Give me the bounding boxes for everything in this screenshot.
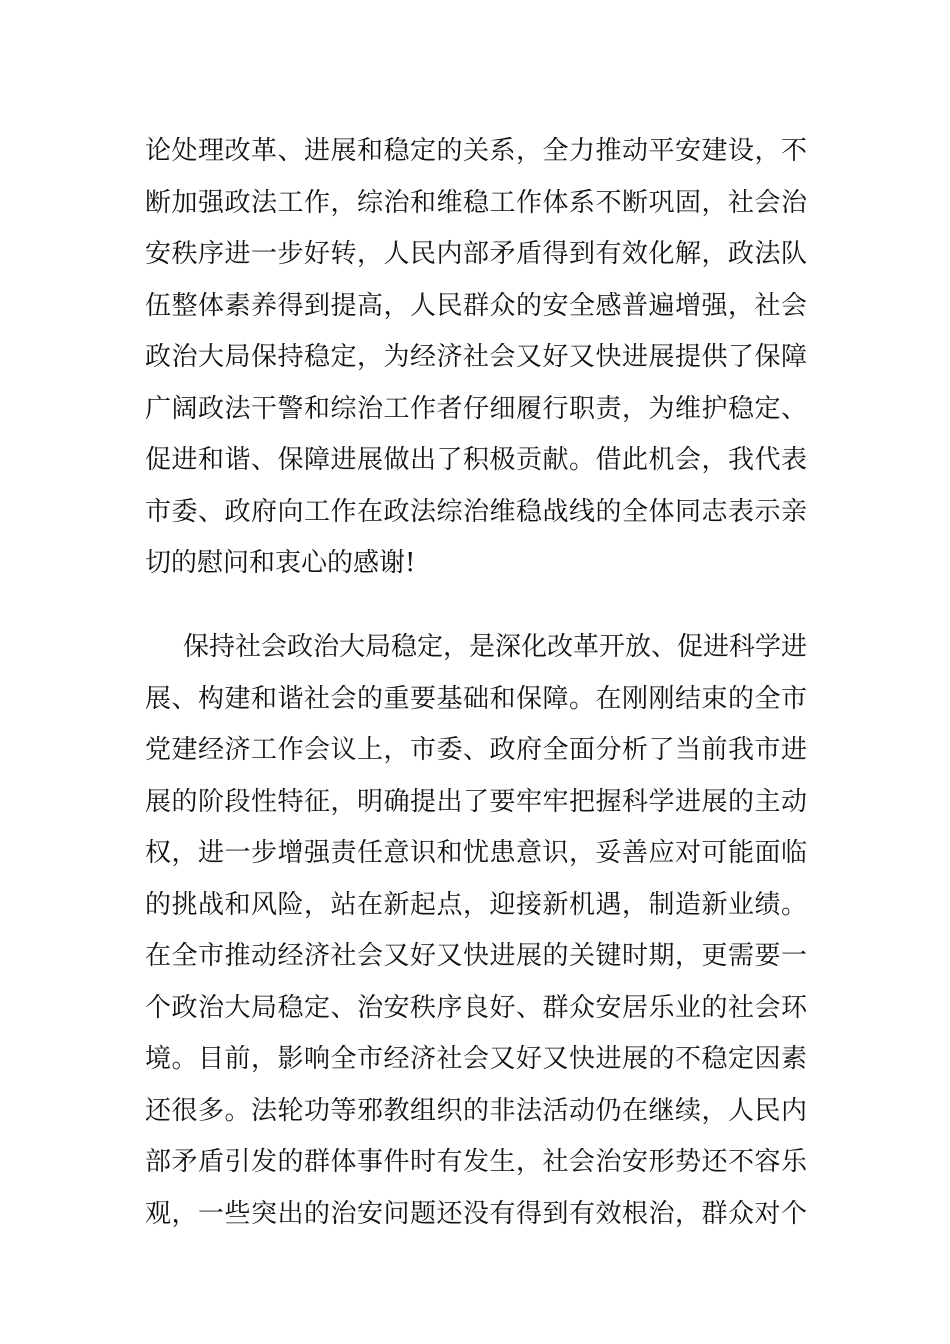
- paragraph-line: 在全市推动经济社会又好又快进展的关键时期，更需要一: [145, 941, 807, 971]
- paragraph-line: 权，进一步增强责任意识和忧患意识，妥善应对可能面临: [145, 838, 807, 868]
- paragraph-line: 境。目前，影响全市经济社会又好又快进展的不稳定因素: [145, 1044, 807, 1074]
- paragraph-line: 切的慰问和衷心的感谢!: [145, 548, 416, 578]
- paragraph-line: 伍整体素养得到提高，人民群众的安全感普遍增强，社会: [145, 290, 807, 321]
- paragraph-2: [145, 622, 807, 1240]
- paragraph-line: 市委、政府向工作在政法综治维稳战线的全体同志表示亲: [145, 496, 807, 527]
- paragraph-line: 促进和谐、保障进展做出了积极贡献。借此机会，我代表: [145, 445, 807, 475]
- paragraph-line: 观，一些突出的治安问题还没有得到有效根治，群众对个: [145, 1198, 807, 1229]
- paragraph-line: 断加强政法工作，综治和维稳工作体系不断巩固，社会治: [145, 187, 807, 218]
- paragraph-line: 展、构建和谐社会的重要基础和保障。在刚刚结束的全市: [145, 683, 807, 714]
- paragraph-line: 个政治大局稳定、治安秩序良好、群众安居乐业的社会环: [145, 992, 807, 1023]
- paragraph-line: 广阔政法干警和综治工作者仔细履行职责，为维护稳定、: [145, 393, 807, 424]
- paragraph-line: 部矛盾引发的群体事件时有发生，社会治安形势还不容乐: [145, 1147, 807, 1177]
- paragraph-line: 论处理改革、进展和稳定的关系，全力推动平安建设，不: [145, 136, 807, 166]
- paragraph-line: 还很多。法轮功等邪教组织的非法活动仍在继续，人民内: [145, 1095, 807, 1126]
- paragraph-line: 的挑战和风险，站在新起点，迎接新机遇，制造新业绩。: [145, 889, 807, 920]
- paragraph-line: 展的阶段性特征，明确提出了要牢牢把握科学进展的主动: [145, 786, 807, 817]
- paragraph-line: 安秩序进一步好转，人民内部矛盾得到有效化解，政法队: [145, 239, 807, 269]
- paragraph-1: [145, 126, 807, 590]
- paragraph-line: 党建经济工作会议上，市委、政府全面分析了当前我市进: [145, 735, 807, 765]
- paragraph-line: 政治大局保持稳定，为经济社会又好又快进展提供了保障: [145, 342, 807, 372]
- paragraph-line: 保持社会政治大局稳定，是深化改革开放、促进科学进: [183, 632, 807, 662]
